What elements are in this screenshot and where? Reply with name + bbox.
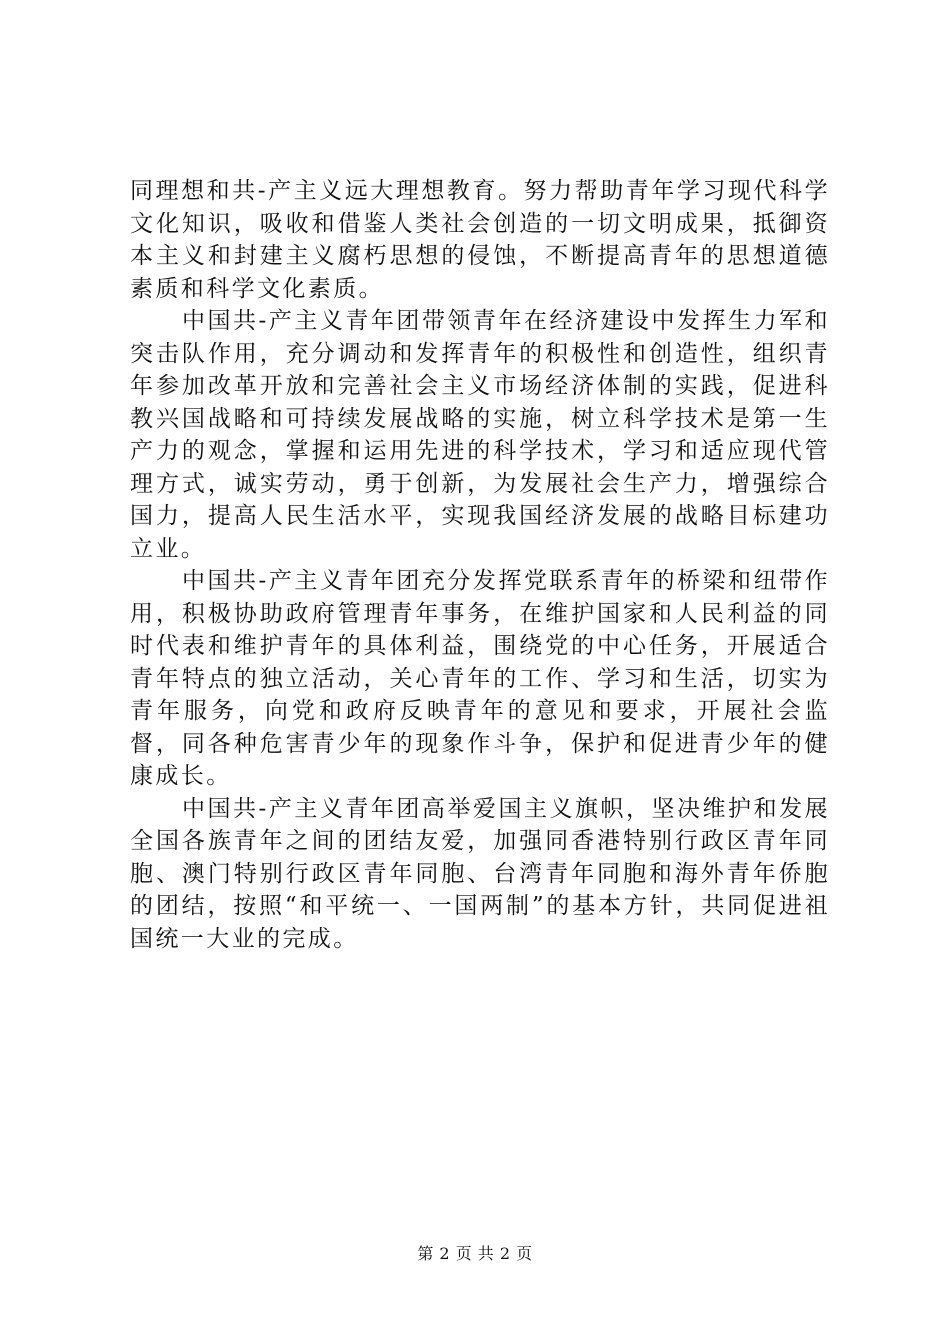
paragraph-economic-role: 中国共-产主义青年团带领青年在经济建设中发挥生力军和突击队作用，充分调动和发挥青年的积极性和创造性，组织青年参加改革开放和完善社会主义市场经济体制的实践，促进科教兴国战略和可持续发展战略的实施，树立科学技术是第一生产力的观念，掌握和运用先进的科学技术，学习和适应现代管理方式，诚实劳动，勇于创新，为发展社会生产力，增强综合国力，提高人民生活水平，实现我国经济发展的战略目标建功立业。 xyxy=(130,308,830,562)
page-footer: 第 2 页 共 2 页 xyxy=(417,1244,533,1263)
paragraph-continued: 同理想和共-产主义远大理想教育。努力帮助青年学习现代科学文化知识，吸收和借鉴人类社会创造的一切文明成果，抵御资本主义和封建主义腐朽思想的侵蚀，不断提高青年的思想道德素质和科学文化素质。 xyxy=(130,178,830,302)
paragraph-bridge-role: 中国共-产主义青年团充分发挥党联系青年的桥梁和纽带作用，积极协助政府管理青年事务，在维护国家和人民利益的同时代表和维护青年的具体利益，围绕党的中心任务，开展适合青年特点的独立活动，关心青年的工作、学习和生活，切实为青年服务，向党和政府反映青年的意见和要求，开展社会监督，同各种危害青少年的现象作斗争，保护和促进青少年的健康成长。 xyxy=(130,568,830,789)
paragraph-patriotism: 中国共-产主义青年团高举爱国主义旗帜，坚决维护和发展全国各族青年之间的团结友爱，加强同香港特别行政区青年同胞、澳门特别行政区青年同胞、台湾青年同胞和海外青年侨胞的团结，按照“和平统一、一国两制”的基本方针，共同促进祖国统一大业的完成。 xyxy=(130,795,830,952)
document-body xyxy=(130,175,830,955)
